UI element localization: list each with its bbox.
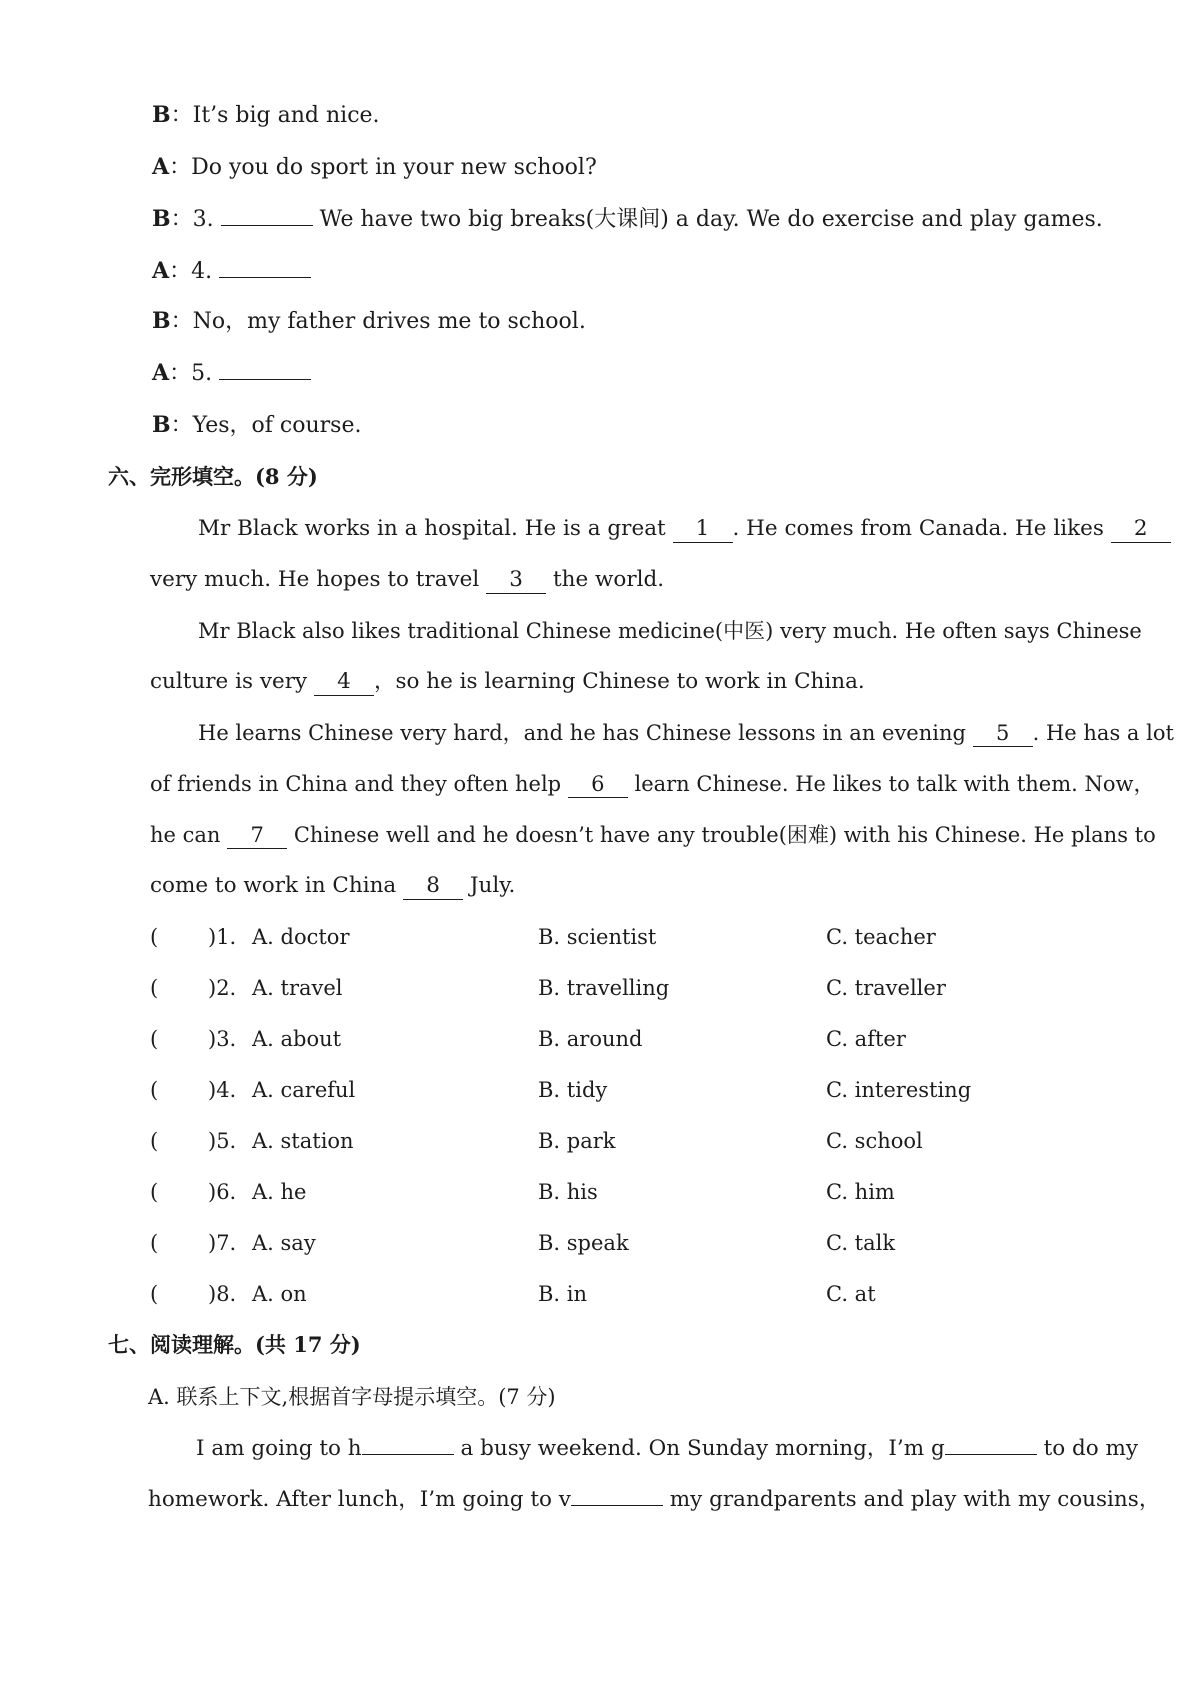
option-c: C. after	[826, 1027, 906, 1051]
cloze-paragraph-3-line-2	[150, 769, 1154, 799]
dialogue-text: Do you do sport in your new school?	[191, 155, 597, 180]
cloze-text: culture is very	[150, 669, 308, 694]
question-number: 4.	[191, 259, 213, 284]
option-c: C. school	[826, 1129, 923, 1153]
section-7-title: 七、阅读理解。(共 17 分)	[108, 1332, 361, 1357]
dialogue-line-6	[152, 358, 311, 389]
option-c: C. traveller	[826, 976, 946, 1000]
option-number: )5.	[208, 1129, 237, 1153]
cloze-paragraph-2-line-2	[150, 667, 865, 697]
option-a: A. travel	[252, 976, 343, 1000]
answer-bracket[interactable]: (	[150, 1180, 159, 1204]
cloze-text: Mr Black works in a hospital. He is a great	[198, 516, 666, 541]
speaker: A	[152, 258, 170, 284]
reading-text: I am going to h	[196, 1436, 362, 1461]
separator: ：	[169, 155, 192, 180]
option-a: A. about	[252, 1027, 342, 1051]
cloze-paragraph-3-line-3	[150, 820, 1156, 850]
speaker: B	[152, 102, 171, 128]
answer-blank-4[interactable]	[219, 277, 311, 278]
dialogue-line-5	[152, 306, 586, 337]
dialogue-text: Yes，of course.	[192, 413, 362, 438]
cloze-blank-1[interactable]: 1	[673, 516, 733, 543]
dialogue-line-3	[152, 204, 1103, 235]
option-c: C. interesting	[826, 1078, 972, 1102]
dialogue-line-7	[152, 410, 361, 441]
question-number: 3.	[192, 207, 214, 232]
option-number: )2.	[208, 976, 237, 1000]
option-a: A. doctor	[252, 925, 350, 949]
answer-bracket[interactable]: (	[150, 925, 159, 949]
answer-bracket[interactable]: (	[150, 976, 159, 1000]
option-a: A. careful	[252, 1078, 356, 1102]
section-6-title: 六、完形填空。(8 分)	[108, 464, 318, 489]
separator: ：	[169, 361, 192, 386]
dialogue-text: No，my father drives me to school.	[192, 309, 586, 334]
dialogue-line-4	[152, 256, 311, 287]
option-b: B. around	[538, 1027, 643, 1051]
option-b: B. tidy	[538, 1078, 608, 1102]
answer-bracket[interactable]: (	[150, 1078, 159, 1102]
cloze-blank-6[interactable]: 6	[568, 771, 628, 798]
cloze-text: come to work in China	[150, 873, 397, 898]
cloze-paragraph-1-line-1	[198, 514, 1171, 544]
option-c: C. him	[826, 1180, 895, 1204]
cloze-text: Chinese well and he doesn’t have any trouble(困难) with his Chinese. He plans to	[293, 823, 1156, 847]
cloze-text: ，so he is learning Chinese to work in China.	[373, 669, 865, 694]
separator: ：	[169, 259, 192, 284]
option-number: )1.	[208, 925, 237, 949]
option-b: B. speak	[538, 1231, 629, 1255]
reading-text: a busy weekend. On Sunday morning，I’m g	[460, 1436, 945, 1461]
cloze-blank-7[interactable]: 7	[227, 822, 287, 849]
option-a: A. he	[252, 1180, 307, 1204]
option-number: )4.	[208, 1078, 237, 1102]
cloze-text: July.	[469, 873, 516, 898]
option-b: B. scientist	[538, 925, 657, 949]
speaker: B	[152, 206, 171, 232]
dialogue-text: We have two big breaks(大课间) a day. We do exercise and play games.	[319, 207, 1103, 232]
cloze-text: of friends in China and they often help	[150, 772, 562, 796]
cloze-paragraph-1-line-2	[150, 565, 664, 595]
cloze-paragraph-3-line-1	[198, 718, 1174, 748]
option-c: C. at	[826, 1282, 876, 1306]
reading-blank-g[interactable]	[945, 1454, 1037, 1455]
cloze-text: very much. He hopes to travel	[150, 567, 480, 592]
cloze-paragraph-3-line-4	[150, 871, 515, 901]
answer-bracket[interactable]: (	[150, 1231, 159, 1255]
reading-line-2	[148, 1485, 1160, 1515]
option-b: B. his	[538, 1180, 598, 1204]
option-number: )3.	[208, 1027, 237, 1051]
cloze-text: he can	[150, 823, 221, 847]
option-c: C. teacher	[826, 925, 936, 949]
reading-text: homework. After lunch，I’m going to v	[148, 1487, 571, 1512]
cloze-text: learn Chinese. He likes to talk with them. Now，	[634, 772, 1155, 796]
option-number: )7.	[208, 1231, 237, 1255]
option-b: B. park	[538, 1129, 616, 1153]
cloze-text: . He has a lot	[1032, 721, 1174, 745]
cloze-text: He learns Chinese very hard，and he has Chinese lessons in an evening	[198, 721, 966, 745]
reading-blank-h[interactable]	[362, 1454, 454, 1455]
cloze-text: the world.	[552, 567, 665, 592]
option-number: )6.	[208, 1180, 237, 1204]
speaker: B	[152, 412, 171, 438]
separator: ：	[170, 207, 193, 232]
option-c: C. talk	[826, 1231, 896, 1255]
dialogue-text: It’s big and nice.	[192, 103, 380, 128]
cloze-blank-3[interactable]: 3	[486, 567, 546, 594]
answer-blank-3[interactable]	[221, 225, 313, 226]
option-b: B. in	[538, 1282, 588, 1306]
separator: ：	[170, 309, 193, 334]
answer-bracket[interactable]: (	[150, 1027, 159, 1051]
separator: ：	[170, 103, 193, 128]
cloze-blank-2[interactable]: 2	[1111, 516, 1171, 543]
section-7a-instruction: A. 联系上下文,根据首字母提示填空。(7 分)	[148, 1385, 556, 1409]
cloze-blank-4[interactable]: 4	[314, 669, 374, 696]
question-number: 5.	[191, 361, 213, 386]
answer-bracket[interactable]: (	[150, 1282, 159, 1306]
cloze-blank-8[interactable]: 8	[403, 873, 463, 900]
option-number: )8.	[208, 1282, 237, 1306]
speaker: A	[152, 360, 170, 386]
reading-text: my grandparents and play with my cousins，	[669, 1487, 1161, 1512]
reading-line-1	[196, 1434, 1138, 1464]
dialogue-line-1	[152, 100, 380, 131]
answer-blank-5[interactable]	[219, 379, 311, 380]
cloze-blank-5[interactable]: 5	[973, 720, 1033, 747]
separator: ：	[170, 413, 193, 438]
option-a: A. station	[252, 1129, 354, 1153]
speaker: A	[152, 154, 170, 180]
cloze-text: . He comes from Canada. He likes	[732, 516, 1104, 541]
reading-blank-v[interactable]	[571, 1505, 663, 1506]
answer-bracket[interactable]: (	[150, 1129, 159, 1153]
dialogue-line-2	[152, 152, 597, 183]
option-b: B. travelling	[538, 976, 670, 1000]
cloze-paragraph-2-line-1: Mr Black also likes traditional Chinese medicine(中医) very much. He often says Chinese	[198, 619, 1142, 643]
reading-text: to do my	[1043, 1436, 1139, 1461]
speaker: B	[152, 308, 171, 334]
option-a: A. say	[252, 1231, 316, 1255]
option-a: A. on	[252, 1282, 307, 1306]
